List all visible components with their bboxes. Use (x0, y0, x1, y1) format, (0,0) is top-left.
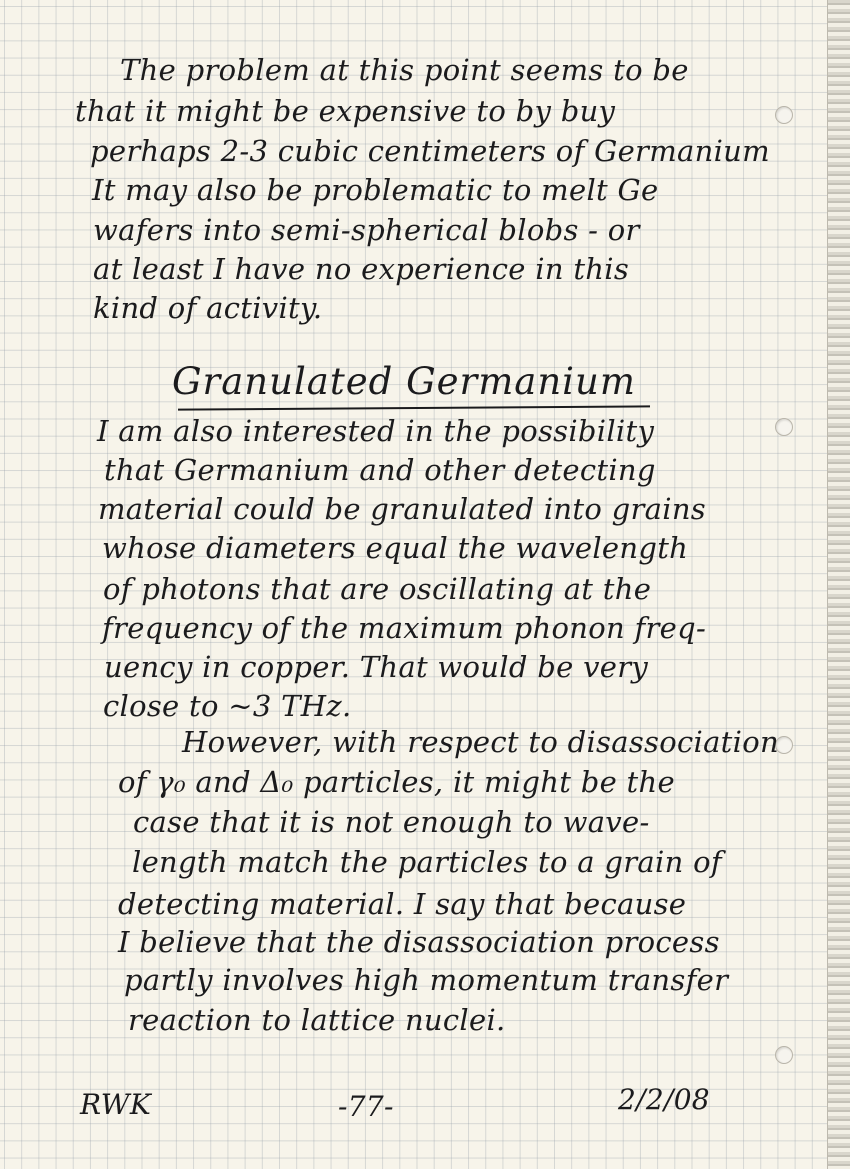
punch-hole (775, 106, 793, 124)
text-line: I believe that the disassociation process (118, 925, 720, 959)
text-line: of γ₀ and Δ₀ particles, it might be the (118, 765, 675, 799)
text-line: perhaps 2-3 cubic centimeters of Germanium (90, 134, 770, 168)
text-line: at least I have no experience in this (93, 252, 630, 286)
text-line: of photons that are oscillating at the (103, 572, 652, 606)
punch-hole (775, 1046, 793, 1064)
text-line: close to ~3 THz. (103, 689, 352, 723)
text-line: The problem at this point seems to be (120, 53, 689, 87)
text-line: detecting material. I say that because (118, 887, 687, 921)
author-initials: RWK (80, 1088, 152, 1121)
text-line: wafers into semi-spherical blobs - or (93, 213, 640, 247)
text-line: case that it is not enough to wave- (133, 805, 650, 839)
text-line: However, with respect to disassociation (182, 725, 779, 759)
text-line: material could be granulated into grains (98, 492, 706, 526)
text-line: I am also interested in the possibility (97, 414, 655, 448)
text-line: that it might be expensive to by buy (75, 94, 616, 128)
section-heading: Granulated Germanium (172, 360, 636, 403)
text-line: kind of activity. (93, 291, 323, 325)
entry-date: 2/2/08 (618, 1083, 710, 1116)
text-line: reaction to lattice nuclei. (128, 1003, 506, 1037)
text-line: length match the particles to a grain of (132, 845, 722, 879)
spiral-binding (827, 0, 850, 1169)
punch-hole (775, 418, 793, 436)
text-line: that Germanium and other detecting (104, 453, 656, 487)
text-line: partly involves high momentum transfer (124, 963, 729, 997)
text-line: It may also be problematic to melt Ge (92, 173, 659, 207)
page-number: -77- (338, 1090, 394, 1123)
text-line: uency in copper. That would be very (104, 650, 649, 684)
text-line: whose diameters equal the wavelength (102, 531, 689, 565)
text-line: frequency of the maximum phonon freq- (102, 611, 707, 645)
heading-underline (178, 405, 650, 410)
